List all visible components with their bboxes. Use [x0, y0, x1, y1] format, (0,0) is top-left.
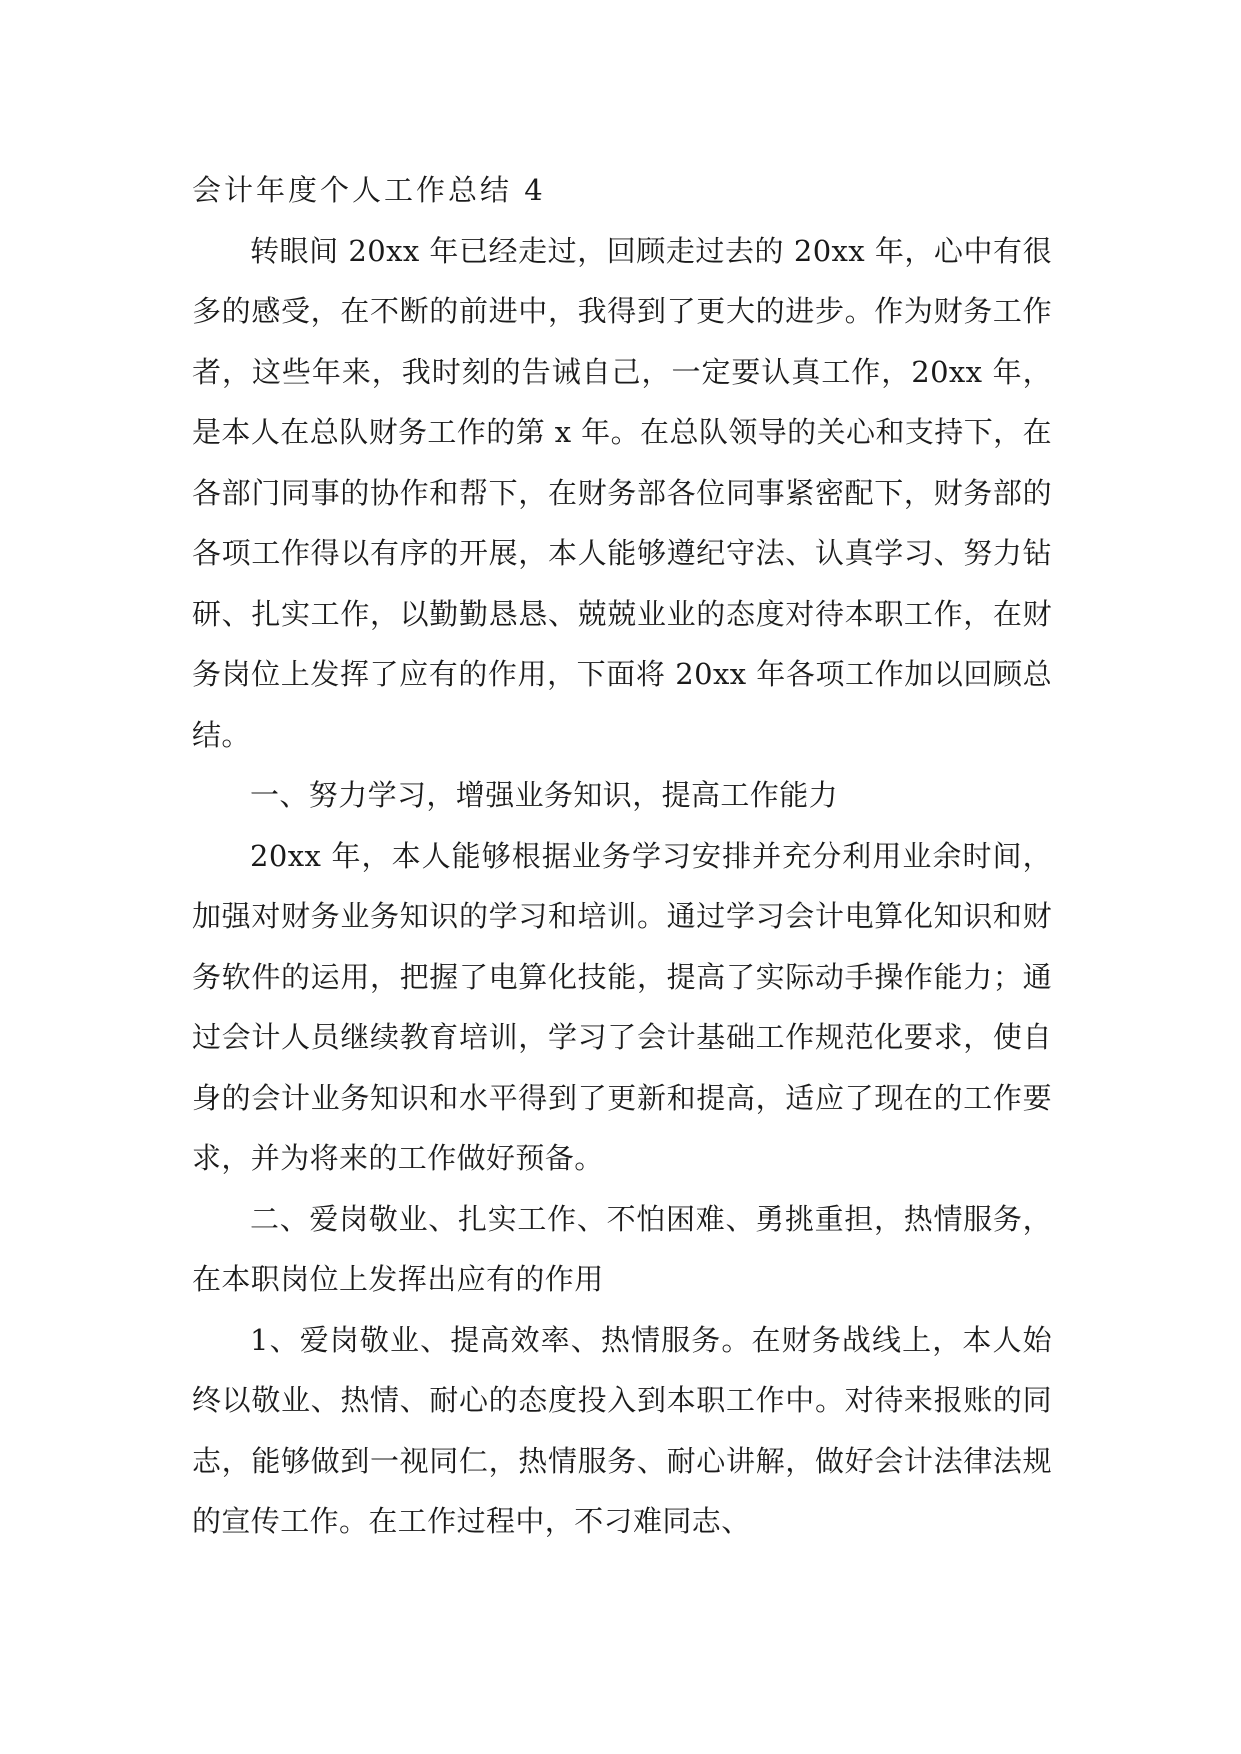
document-body — [192, 160, 1052, 1552]
paragraph-intro: 转眼间 20xx 年已经走过，回顾走过去的 20xx 年，心中有很多的感受，在不断的前进中，我得到了更大的进步。作为财务工作者，这些年来，我时刻的告诫自己，一定要认真工作，20xx 年，是本人在总队财务工作的第 x 年。在总队领导的关心和支持下，在各部门同事的协作和帮下，在财务部各位同事紧密配下，财务部的各项工作得以有序的开展，本人能够遵纪守法、认真学习、努力钻研、扎实工作，以勤勤恳恳、兢兢业业的态度对待本职工作，在财务岗位上发挥了应有的作用，下面将 20xx 年各项工作加以回顾总结。 — [192, 233, 1052, 752]
paragraph-service: 1、爱岗敬业、提高效率、热情服务。在财务战线上，本人始终以敬业、热情、耐心的态度投入到本职工作中。对待来报账的同志，能够做到一视同仁，热情服务、耐心讲解，做好会计法律法规的宣传工作。在工作过程中，不刁难同志、 — [192, 1322, 1052, 1538]
paragraph-study: 20xx 年，本人能够根据业务学习安排并充分利用业余时间，加强对财务业务知识的学习和培训。通过学习会计电算化知识和财务软件的运用，把握了电算化技能，提高了实际动手操作能力；通过会计人员继续教育培训，学习了会计基础工作规范化要求，使自身的会计业务知识和水平得到了更新和提高，适应了现在的工作要求，并为将来的工作做好预备。 — [192, 838, 1052, 1175]
document-title: 会计年度个人工作总结 4 — [192, 173, 546, 207]
section-heading-2: 二、爱岗敬业、扎实工作、不怕困难、勇挑重担，热情服务，在本职岗位上发挥出应有的作用 — [192, 1201, 1052, 1296]
section-heading-1: 一、努力学习，增强业务知识，提高工作能力 — [250, 778, 839, 812]
